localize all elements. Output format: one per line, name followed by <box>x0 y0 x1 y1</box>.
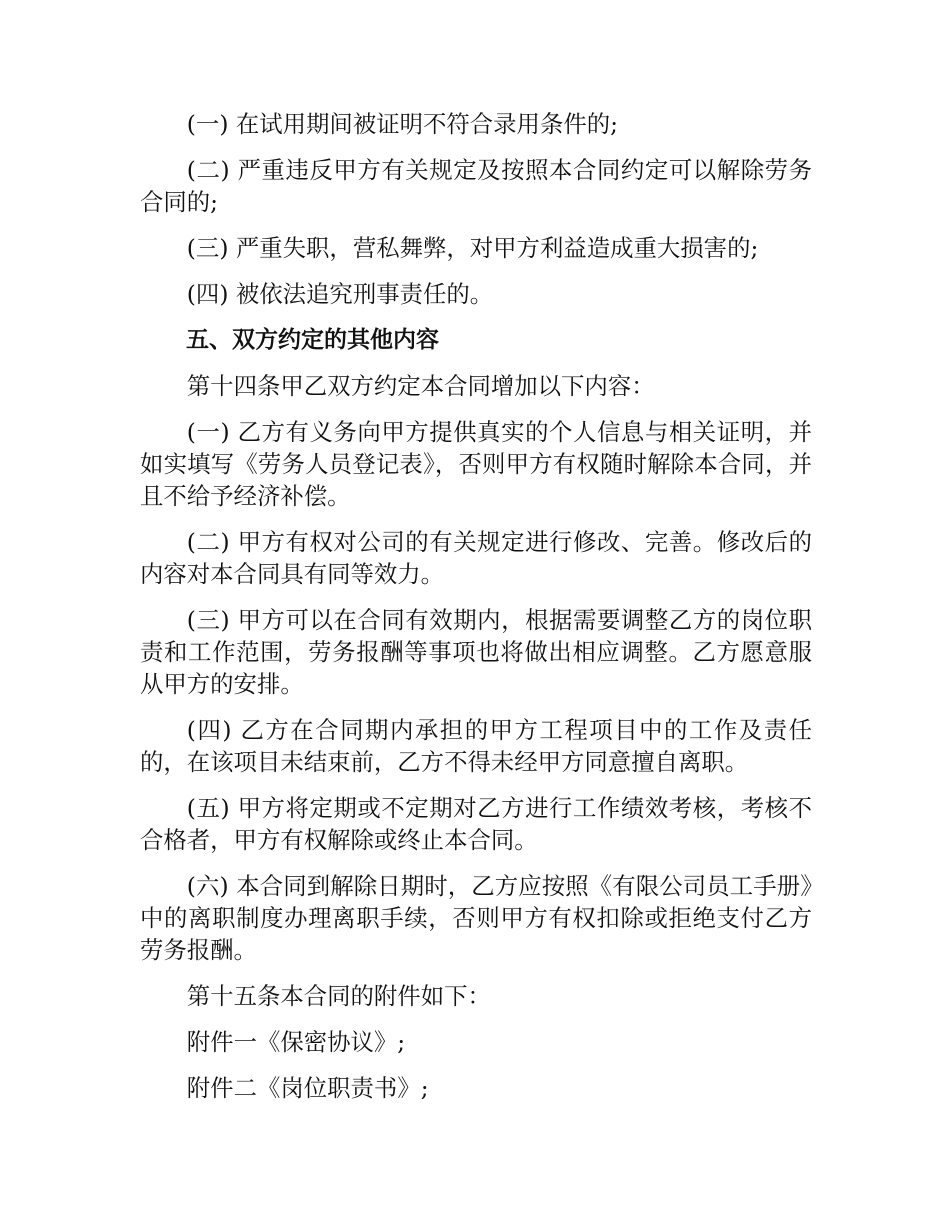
attachment-2: 附件二《岗位职责书》; <box>186 1074 429 1102</box>
section-heading: 五、双方约定的其他内容 <box>186 327 439 353</box>
article-14-item-2: (二) 甲方有权对公司的有关规定进行修改、完善。修改后的内容对本合同具有同等效力。 <box>140 528 812 588</box>
clause-item-2: (二) 严重违反甲方有关规定及按照本合同约定可以解除劳务合同的; <box>140 156 812 216</box>
article-14-item-4: (四) 乙方在合同期内承担的甲方工程项目中的工作及责任的，在该项目未结束前，乙方不得未经甲方同意擅自离职。 <box>140 716 812 776</box>
article-14-item-5: (五) 甲方将定期或不定期对乙方进行工作绩效考核，考核不合格者，甲方有权解除或终止本合同。 <box>140 794 812 854</box>
article-14-item-3: (三) 甲方可以在合同有效期内，根据需要调整乙方的岗位职责和工作范围，劳务报酬等事项也将做出相应调整。乙方愿意服从甲方的安排。 <box>140 606 812 698</box>
article-14-item-1: (一) 乙方有义务向甲方提供真实的个人信息与相关证明，并如实填写《劳务人员登记表》，否则甲方有权随时解除本合同，并且不给予经济补偿。 <box>140 418 812 510</box>
article-14-intro: 第十四条甲乙双方约定本合同增加以下内容： <box>186 372 655 400</box>
article-15-intro: 第十五条本合同的附件如下： <box>186 982 491 1010</box>
clause-item-1: (一) 在试用期间被证明不符合录用条件的; <box>186 110 619 138</box>
attachment-1: 附件一《保密协议》; <box>186 1028 406 1056</box>
clause-item-4: (四) 被依法追究刑事责任的。 <box>186 280 494 308</box>
clause-item-3: (三) 严重失职，营私舞弊，对甲方利益造成重大损害的; <box>186 234 759 262</box>
document-page <box>140 108 812 1118</box>
article-14-item-6: (六) 本合同到解除日期时，乙方应按照《有限公司员工手册》中的离职制度办理离职手续，否则甲方有权扣除或拒绝支付乙方劳务报酬。 <box>140 872 812 964</box>
